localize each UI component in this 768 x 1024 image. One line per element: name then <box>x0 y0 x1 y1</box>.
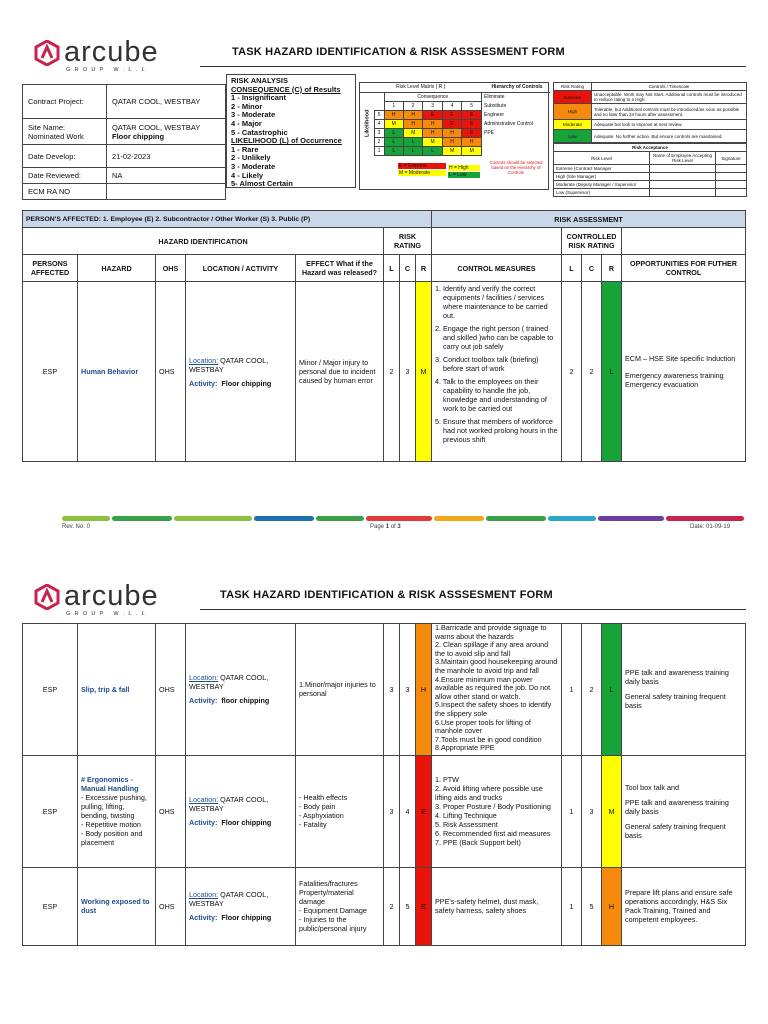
matrix-cell: H <box>403 119 422 128</box>
control-item: 3. Conduct toolbox talk (briefing) before start of work <box>435 355 539 373</box>
hierarchy-note: Controls should be selected based on the Hierarchy of Controls <box>489 160 543 175</box>
acceptance-name-cell[interactable] <box>650 181 716 189</box>
hierarchy-item: Substitute <box>484 102 507 109</box>
cr-cell: M <box>602 755 622 867</box>
activity-label: Activity: <box>189 378 218 388</box>
control-item: 7.Tools must be in good condition <box>435 734 542 744</box>
matrix-row-header: 3 <box>374 128 384 137</box>
page-total: 3 <box>397 524 401 530</box>
matrix-cell: L <box>403 137 422 146</box>
matrix-cell: E <box>423 110 442 119</box>
col-l: L <box>384 255 400 282</box>
control-item: 6. Recommended first aid measures <box>435 829 551 839</box>
l-cell: 2 <box>384 282 400 462</box>
effect-item: - Health effects <box>299 793 348 803</box>
ra-line: 4 - Major <box>231 118 262 128</box>
cc-cell: 3 <box>582 755 602 867</box>
persons-affected-line: PERSON'S AFFECTED: 1. Employee (E) 2. Subcontractor / Other Worker (S) 3. Public (P) <box>23 211 432 228</box>
site-name-label <box>23 119 107 145</box>
nominated-work-label: Nominated Work <box>28 131 84 141</box>
control-item: 4. Talk to the employees on their capability to handle the job, knowledge and understanding of work to be carried out <box>435 377 547 413</box>
hazard-table-page1 <box>22 210 746 462</box>
risk-matrix-panel <box>359 82 549 190</box>
effect-cell: Minor / Major injury to personal due to incident caused by human error <box>296 282 384 462</box>
arcube-logo-icon <box>34 40 60 66</box>
matrix-col-header: 1 <box>384 101 403 110</box>
matrix-cell: L <box>384 146 403 155</box>
c-cell: 4 <box>400 755 416 867</box>
ra-line: 2 - Unlikely <box>231 153 271 163</box>
logo-subtitle: GROUP W.L.L <box>66 611 149 617</box>
persons-cell: ESP <box>23 867 78 945</box>
contract-project-value: QATAR COOL, WESTBAY <box>107 85 226 119</box>
table-row <box>23 755 746 867</box>
acceptance-h3: Signature <box>716 152 747 165</box>
rating-extreme: Extreme <box>554 91 592 104</box>
page-of: of <box>389 524 398 530</box>
matrix-row-header: 4 <box>374 119 384 128</box>
opportunity-item: PPE talk and awareness training daily basis <box>625 668 729 687</box>
control-item: 3.Maintain good housekeeping around the manhole to avoid trip and fall <box>435 657 558 675</box>
opportunity-item: Emergency awareness training <box>625 371 724 380</box>
controls-timescale-header: Controls / Timescale <box>592 83 747 91</box>
cc-cell: 2 <box>582 282 602 462</box>
control-item: 4.Ensure minimum man power available as required the job. Do not allow other stand or watch. <box>435 674 551 701</box>
acceptance-signature-cell[interactable] <box>716 181 747 189</box>
effect-item: - Body pain <box>299 802 336 812</box>
location-cell <box>186 282 296 462</box>
hazard-cell: Human Behavior <box>78 282 156 462</box>
legend-moderate: M = Moderate <box>398 170 446 176</box>
company-logo <box>34 582 159 617</box>
risk-rating-table <box>553 82 747 143</box>
control-measures-cell <box>432 624 562 756</box>
cr-cell: H <box>602 867 622 945</box>
ecm-ra-no-value <box>107 184 226 200</box>
cl-cell: 1 <box>562 755 582 867</box>
matrix-cell: E <box>442 119 461 128</box>
effect-item: - Asphyxiation <box>299 811 344 821</box>
matrix-cell: L <box>403 146 422 155</box>
effect-item: - Fatality <box>299 820 327 830</box>
control-measures-cell: PPE's-safety helmet, dust mask, safety harness, safety shoes <box>432 867 562 945</box>
control-item: 5.Inspect the safety shoes to identify the slippery sole <box>435 700 552 718</box>
hierarchy-item: Eliminate <box>484 93 505 100</box>
likelihood-axis-label: Likelihood <box>364 109 371 137</box>
acceptance-name-cell[interactable] <box>650 189 716 197</box>
activity-label: Activity: <box>189 818 218 828</box>
ohs-cell: OHS <box>156 282 186 462</box>
acceptance-row: Moderate (Deputy Manager / Supervisor <box>554 181 650 189</box>
hazard-detail: - Repetitive motion <box>81 820 141 830</box>
matrix-cell: L <box>384 137 403 146</box>
activity-label: Activity: <box>189 913 218 923</box>
col-hazard: HAZARD <box>78 255 156 282</box>
cl-cell: 2 <box>562 282 582 462</box>
rating-moderate: Moderate <box>554 120 592 130</box>
opportunity-item: ECM – HSE Site specific Induction <box>625 354 736 363</box>
location-value: QATAR COOL, WESTBAY <box>189 673 269 692</box>
col-ohs: OHS <box>156 255 186 282</box>
form-title: TASK HAZARD IDENTIFICATION & RISK ASSSESMENT FORM <box>220 589 553 601</box>
l-cell: 3 <box>384 755 400 867</box>
rating-header: Risk Rating <box>554 83 592 91</box>
col-c: C <box>400 255 416 282</box>
acceptance-row: Low (Supervisor) <box>554 189 650 197</box>
r-cell: H <box>416 624 432 756</box>
hazard-title: # Ergonomics - Manual Handling <box>81 775 139 794</box>
r-cell: M <box>416 282 432 462</box>
matrix-cell: M <box>423 137 442 146</box>
matrix-cell: H <box>423 119 442 128</box>
date-reviewed-value: NA <box>107 168 226 184</box>
footer-date: Date: 01-09-19 <box>690 524 731 530</box>
acceptance-row: High (Site Manager) <box>554 173 650 181</box>
matrix-cell: M <box>462 146 482 155</box>
controlled-risk-rating-header: CONTROLLED RISK RATING <box>562 228 622 255</box>
activity-value: Floor chipping <box>221 818 272 828</box>
contract-project-label: Contract Project: <box>23 85 107 119</box>
site-name-value <box>107 119 226 145</box>
col-persons-affected: PERSONS AFFECTED <box>23 255 78 282</box>
location-cell <box>186 755 296 867</box>
activity-value: Floor chipping <box>221 378 272 388</box>
location-value: QATAR COOL, WESTBAY <box>189 355 269 374</box>
matrix-cell: H <box>423 128 442 137</box>
consequence-axis-label: Consequence <box>384 92 482 101</box>
acceptance-signature-cell[interactable] <box>716 173 747 181</box>
matrix-cell: L <box>423 146 442 155</box>
matrix-legend <box>398 163 446 176</box>
opportunity-item: General safety training frequent basis <box>625 692 726 711</box>
opportunities-cell <box>622 755 746 867</box>
ra-line: RISK ANALYSIS <box>231 76 288 85</box>
effect-item: Property/material damage <box>299 888 354 907</box>
footer-color-bar <box>62 516 744 521</box>
opportunity-item: Tool box talk and <box>625 782 679 792</box>
col-cc: C <box>582 255 602 282</box>
matrix-cell: H <box>442 137 461 146</box>
activity-value: floor chipping <box>221 696 270 706</box>
ra-line: 1 - Rare <box>231 144 259 154</box>
matrix-col-header: 5 <box>462 101 482 110</box>
control-measures-cell <box>432 282 562 462</box>
matrix-cell: H <box>384 110 403 119</box>
l-cell: 2 <box>384 867 400 945</box>
location-cell <box>186 624 296 756</box>
hazard-detail: - Body position and placement <box>81 829 143 848</box>
col-effect: EFFECT What if the Hazard was released? <box>296 255 384 282</box>
r-cell: E <box>416 867 432 945</box>
rating-high-text: Tolerable, but Additional controls must be introduced/as soon as possible and no later than 24 hours after assessment. <box>592 104 747 120</box>
risk-rating-header: RISK RATING <box>384 228 432 255</box>
legend-extreme: E = Extreme <box>398 163 446 169</box>
matrix-legend-right <box>448 165 480 178</box>
col-control-measures: CONTROL MEASURES <box>432 255 562 282</box>
r-cell: E <box>416 755 432 867</box>
persons-cell: ESP <box>23 755 78 867</box>
title-rule <box>200 609 746 610</box>
hierarchy-item: Administrative Control <box>484 120 533 127</box>
cl-cell: 1 <box>562 867 582 945</box>
ra-line: 1 - Insignificant <box>231 93 287 103</box>
activity-label: Activity: <box>189 696 218 706</box>
matrix-cell: H <box>403 110 422 119</box>
cl-cell: 1 <box>562 624 582 756</box>
hazard-cell: Working exposed to dust <box>78 867 156 945</box>
control-item: 2. Clean spillage if any area around the to avoid slip and fall <box>435 640 549 658</box>
activity-value: Floor chipping <box>221 913 272 923</box>
effect-cell <box>296 867 384 945</box>
persons-cell: ESP <box>23 282 78 462</box>
c-cell: 3 <box>400 282 416 462</box>
col-opportunities: OPPORTUNITIES FOR FUTHER CONTROL <box>622 255 746 282</box>
location-label: Location: <box>189 795 219 805</box>
hazard-cell <box>78 755 156 867</box>
control-item: 1. PTW <box>435 775 459 785</box>
control-item: 6.Use proper tools for lifting of manhole cover <box>435 717 531 736</box>
cc-cell: 5 <box>582 867 602 945</box>
control-item: 7. PPE (Back Support belt) <box>435 838 521 848</box>
acceptance-h2: Name of Employee Accepting Risk Level <box>650 152 716 165</box>
logo-word: arcube <box>64 580 159 612</box>
risk-matrix <box>360 83 482 156</box>
hierarchy-title: Hierarchy of Controls <box>482 83 550 92</box>
effect-cell: 1.Minor/major injuries to personal <box>296 624 384 756</box>
ohs-cell: OHS <box>156 755 186 867</box>
hazard-detail: - Excessive pushing, pulling, lifting, bending, twisting <box>81 793 147 821</box>
col-cl: L <box>562 255 582 282</box>
control-item: 2. Engage the right person ( trained and skilled )who can be capable to carry out job safely <box>435 324 554 351</box>
matrix-col-header: 3 <box>423 101 442 110</box>
control-item: 3. Proper Posture / Body Positioning <box>435 802 551 812</box>
site-name-value-text: QATAR COOL, WESTBAY <box>112 122 201 132</box>
c-cell: 5 <box>400 867 416 945</box>
effect-item: - Injuries to the public/personal injury <box>299 915 367 934</box>
matrix-row-header: 1 <box>374 146 384 155</box>
matrix-row-header: 2 <box>374 137 384 146</box>
opportunities-cell: Prepare lift plans and ensure safe operations accordingly, H&S Six Pack Training, Trained and competent employees. <box>622 867 746 945</box>
l-cell: 3 <box>384 624 400 756</box>
control-measures-cell <box>432 755 562 867</box>
matrix-cell: E <box>462 119 482 128</box>
opportunity-item: General safety training frequent basis <box>625 821 726 840</box>
footer-rev: Rev. No: 0 <box>62 524 90 530</box>
location-label: Location: <box>189 890 219 900</box>
acceptance-row: Extreme (Contract Manager <box>554 165 650 173</box>
control-item: 4. Lifting Technique <box>435 811 497 821</box>
opportunity-item: Emergency evacuation <box>625 380 699 389</box>
page-prefix: Page <box>370 524 386 530</box>
logo-word: arcube <box>64 36 159 68</box>
ra-line: CONSEQUENCE (C) of Results <box>231 84 341 94</box>
nominated-work-value: Floor chipping <box>112 131 165 141</box>
date-develop-value: 21-02-2023 <box>107 145 226 168</box>
site-name-label-text: Site Name: <box>28 122 66 132</box>
location-label: Location: <box>189 355 219 365</box>
col-cr: R <box>602 255 622 282</box>
table-row <box>23 624 746 756</box>
ra-line: 3 - Moderate <box>231 110 276 120</box>
control-item: 1.Barricade and provide signage to warns about the hazards <box>435 623 547 641</box>
ra-line: 5- Almost Certain <box>231 179 293 189</box>
page-number: 1 <box>385 524 390 530</box>
control-item: 2. Avoid lifting where possible use lifting aids and trucks <box>435 784 543 803</box>
hazard-table-page2 <box>22 623 746 946</box>
acceptance-title: Risk Acceptance <box>554 144 747 152</box>
effect-item: - Equipment Damage <box>299 906 367 916</box>
effect-item: Fatalities/fractures <box>299 879 358 889</box>
title-rule <box>200 66 746 67</box>
ohs-cell: OHS <box>156 867 186 945</box>
matrix-cell: H <box>442 128 461 137</box>
legend-low: L = Low <box>448 172 480 178</box>
location-value: QATAR COOL, WESTBAY <box>189 890 269 909</box>
matrix-cell: E <box>462 128 482 137</box>
acceptance-signature-cell[interactable] <box>716 189 747 197</box>
matrix-title: Risk Level Matrix ( R ) <box>360 83 482 92</box>
risk-acceptance-table <box>553 143 747 197</box>
ra-line: 3 - Moderate <box>231 161 276 171</box>
acceptance-name-cell[interactable] <box>650 165 716 173</box>
ra-line: 2 - Minor <box>231 101 263 111</box>
acceptance-name-cell[interactable] <box>650 173 716 181</box>
logo-subtitle: GROUP W.L.L <box>66 67 149 73</box>
matrix-col-header: 2 <box>403 101 422 110</box>
table-row <box>23 282 746 462</box>
hazard-identification-header: HAZARD IDENTIFICATION <box>23 228 384 255</box>
cc-cell: 2 <box>582 624 602 756</box>
rating-high: High <box>554 104 592 120</box>
form-title: TASK HAZARD IDENTIFICATION & RISK ASSSESMENT FORM <box>232 46 565 58</box>
date-develop-label: Date Develop: <box>23 145 107 168</box>
control-item: 5. Ensure that members of workforce had not worked prolong hours in the previous shift <box>435 417 558 444</box>
col-r: R <box>416 255 432 282</box>
hierarchy-of-controls <box>482 83 550 137</box>
matrix-cell: M <box>384 119 403 128</box>
opportunity-item: PPE talk and awareness training daily basis <box>625 797 729 816</box>
effect-cell <box>296 755 384 867</box>
rating-moderate-text: Adequate but look to improve at next review. <box>592 120 747 130</box>
matrix-cell: E <box>442 110 461 119</box>
matrix-cell: E <box>462 110 482 119</box>
ra-line: 5 - Catastrophic <box>231 127 288 137</box>
acceptance-h1: Risk Level <box>554 152 650 165</box>
control-item: 1. Identify and verify the correct equipments / facilities / services where maintenance to be carried out. <box>435 284 548 320</box>
c-cell: 3 <box>400 624 416 756</box>
company-logo <box>34 38 159 73</box>
opportunities-cell <box>622 282 746 462</box>
rating-low-text: Adequate. No further action. But ensure controls are maintained. <box>592 130 747 143</box>
matrix-row-header: 5 <box>374 110 384 119</box>
hierarchy-item: PPE <box>484 129 495 136</box>
footer-page <box>370 524 401 530</box>
cr-cell: L <box>602 282 622 462</box>
rating-low: Low <box>554 130 592 143</box>
location-cell <box>186 867 296 945</box>
arcube-logo-icon <box>34 584 60 610</box>
date-reviewed-label: Date Reviewed: <box>23 168 107 184</box>
matrix-cell: M <box>403 128 422 137</box>
cr-cell: L <box>602 624 622 756</box>
location-label: Location: <box>189 673 219 683</box>
matrix-cell: M <box>442 146 461 155</box>
col-location: LOCATION / ACTIVITY <box>186 255 296 282</box>
matrix-cell: H <box>462 137 482 146</box>
opportunities-cell <box>622 624 746 756</box>
ra-line: LIKELIHOOD (L) of Occurrence <box>231 136 342 146</box>
project-info-table <box>22 84 226 200</box>
risk-assessment-header: RISK ASSESSMENT <box>432 211 746 228</box>
ra-line: 4 - Likely <box>231 170 264 180</box>
acceptance-signature-cell[interactable] <box>716 165 747 173</box>
table-row <box>23 867 746 945</box>
matrix-cell: L <box>384 128 403 137</box>
matrix-col-header: 4 <box>442 101 461 110</box>
risk-analysis-legend <box>226 74 356 188</box>
persons-cell: ESP <box>23 624 78 756</box>
ecm-ra-no-label: ECM RA NO <box>23 184 107 200</box>
location-value: QATAR COOL, WESTBAY <box>189 795 269 814</box>
ohs-cell: OHS <box>156 624 186 756</box>
control-item: 8.Appropriate PPE <box>435 743 495 753</box>
control-item: 5. Risk Assessment <box>435 820 498 830</box>
hierarchy-item: Engineer <box>484 111 505 118</box>
hazard-cell: Slip, trip & fall <box>78 624 156 756</box>
legend-high: H = High <box>448 165 480 171</box>
rating-extreme-text: Unacceptable. Work may Not Start. Additional controls must be introduced to reduce rating to a High. <box>592 91 747 104</box>
